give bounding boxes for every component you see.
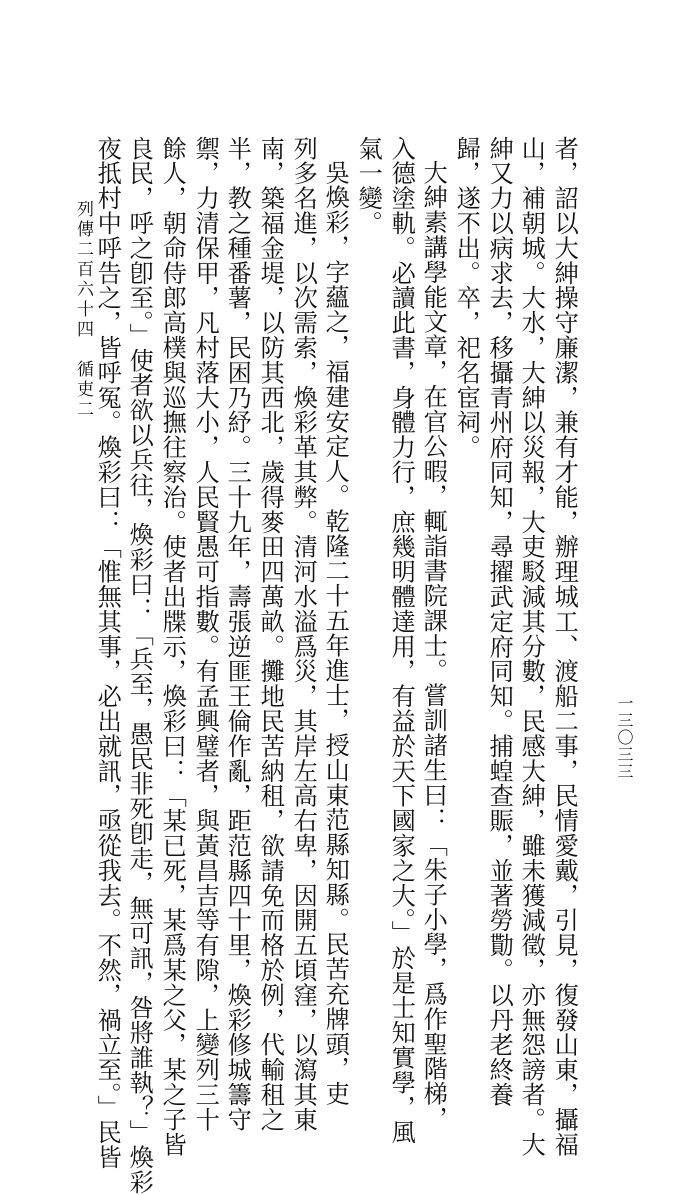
page-number: 一三〇三三: [615, 695, 634, 780]
text-column: 列多名進，以次需索，煥彩革其弊。清河水溢爲災，其岸左高右卑，因開五頃窪，以瀉其東: [289, 136, 318, 1132]
text-column: 禦，力清保甲，凡村落大小，人民賢愚可指數。有孟興璧者，與黃昌吉等有隙，上變列三十: [191, 136, 220, 1132]
text-column: 歸，遂不出。卒，祀名宦祠。: [452, 136, 481, 460]
running-title: 列傳二百六十四 循吏二: [73, 200, 93, 420]
text-column: 者，詔以大紳操守廉潔，兼有才能，辦理城工、渡船二事，民情愛戴，引見，復發山東，攝福: [550, 136, 579, 1157]
text-column: 大紳素講學能文章，在官公暇，輒詣書院課士。嘗訓諸生曰：「朱子小學，爲作聖階梯，: [419, 160, 448, 1132]
text-column: 紳又力以病求去，移攝青州府同知，尋擢武定府同知。捕蝗查賑，並著勞勩。以丹老終養: [485, 136, 514, 1108]
text-column: 入德塗軌。必讀此書，身體力行，庶幾明體達用，有益於天下國家之大。」於是士知實學，風: [387, 136, 416, 1145]
text-column: 南，築福金堤，以防其西北，歲得麥田四萬畝。攤地民苦納租，欲請免而格於例，代輸租之: [256, 136, 285, 1132]
text-column: 半，教之種番薯，民困乃紓。三十九年，壽張逆匪王倫作亂，距范縣四十里，煥彩修城籌守: [223, 136, 252, 1132]
text-column: 餘人，朝命侍郎高樸與巡撫往察治。使者出牒示，煥彩曰：「某已死，某爲某之父，某之子皆: [158, 136, 187, 1157]
text-column: 山，補朝城。大水，大紳以災報，大吏駁減其分數，民感大紳，雖未獲減徵，亦無怨謗者。大: [517, 136, 546, 1157]
text-column: 夜抵村中呼告之，皆呼冤。煥彩曰：「惟無其事，必出就訊，亟從我去。不然，禍立至。」民皆: [93, 136, 122, 1170]
text-column: 氣一變。: [354, 136, 383, 236]
text-column: 良民，呼之卽至。」使者欲以兵往，煥彩曰：「兵至，愚民非死卽走，無可訊，咎將誰執？」煥彩: [125, 136, 154, 1195]
text-column: 吳煥彩，字蘊之，福建安定人。乾隆二十五年進士，授山東范縣知縣。民苦充牌頭，吏: [321, 160, 350, 1107]
